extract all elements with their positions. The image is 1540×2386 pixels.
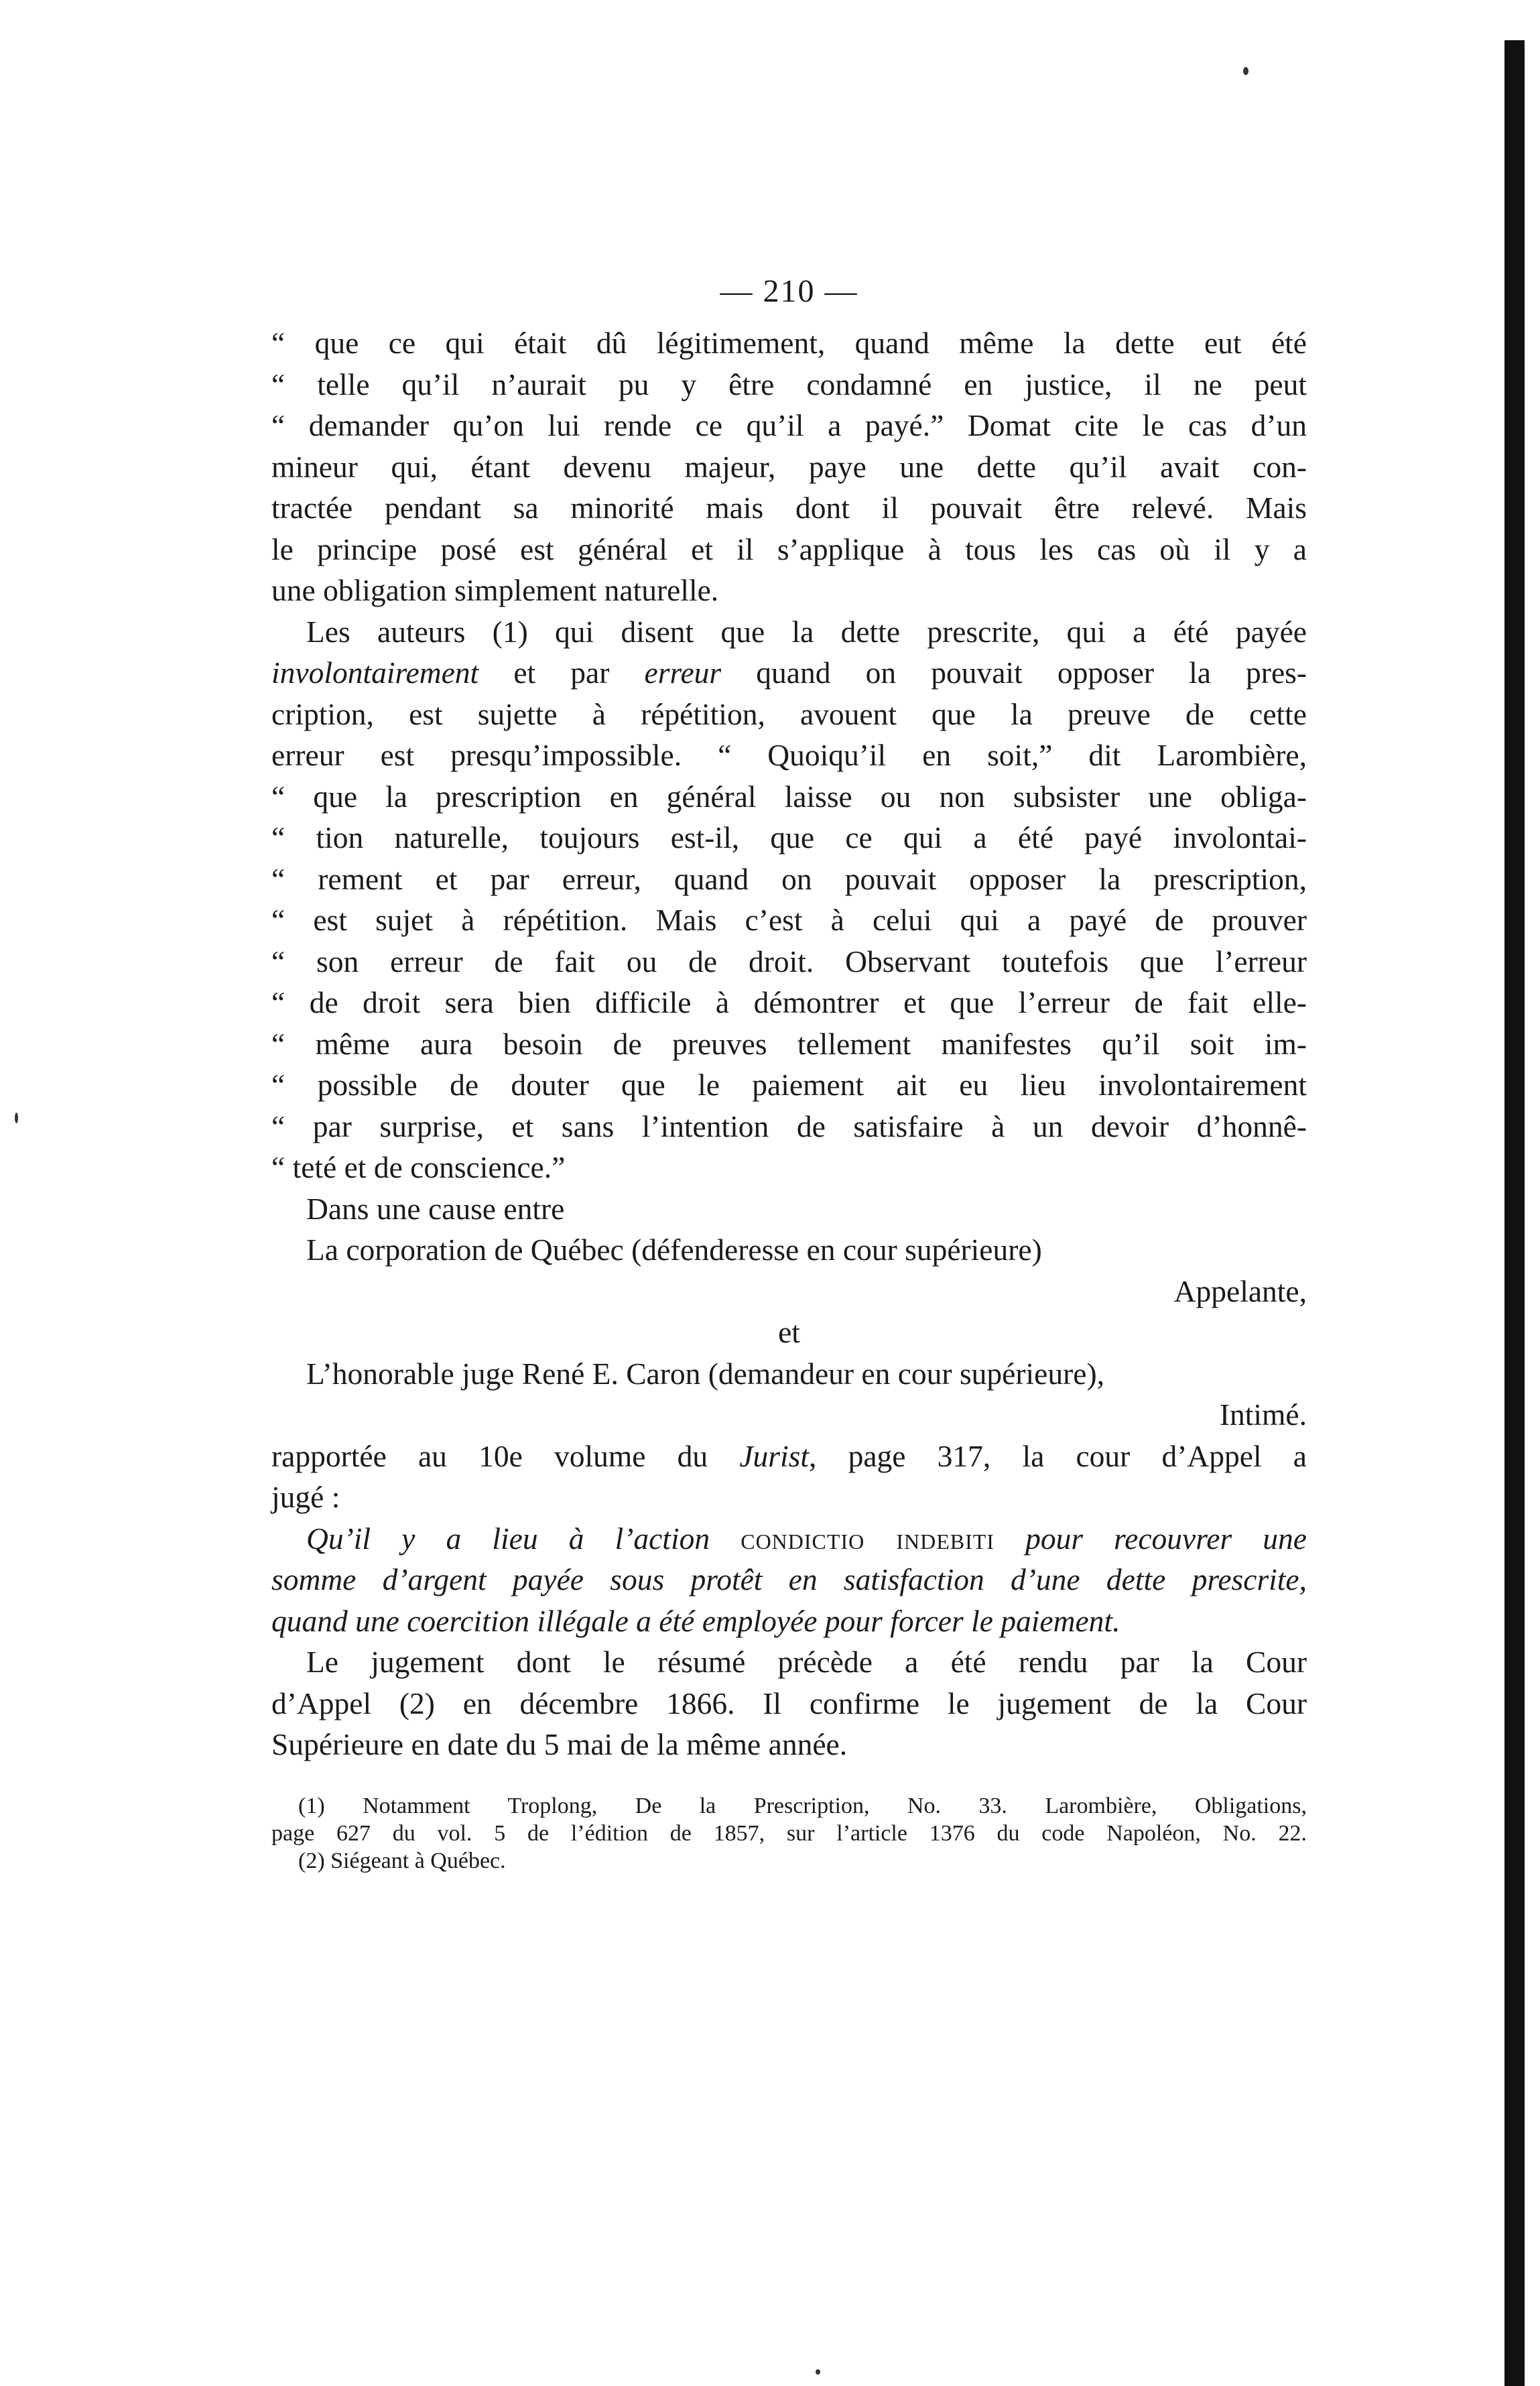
text-line: “ même aura besoin de preuves tellement manifestes qu’il soit im- <box>271 1026 1307 1061</box>
party-role: Appelante, <box>1173 1273 1307 1308</box>
scan-edge-bar <box>1504 40 1525 2386</box>
text-line: “ est sujet à répétition. Mais c’est à celui qui a payé de prouver <box>271 903 1307 937</box>
text-line: jugé : <box>271 1480 340 1514</box>
text-line <box>271 1436 1307 1477</box>
footnotes <box>271 1792 1307 1875</box>
text-line: “ par surprise, et sans l’intention de satisfaire à un devoir d’honnê- <box>271 1109 1307 1143</box>
text-line: “ que la prescription en général laisse ou non subsister une obliga- <box>271 779 1307 814</box>
text-line: Le jugement dont le résumé précède a été rendu par la Cour <box>306 1645 1307 1679</box>
text-span: et par <box>478 655 645 690</box>
scan-speck <box>816 2369 820 2375</box>
text-line: “ de droit sera bien difficile à démontrer et que l’erreur de fait elle- <box>271 985 1307 1019</box>
text-line: et <box>778 1315 800 1349</box>
text-line: mineur qui, étant devenu majeur, paye une dette qu’il avait con- <box>271 449 1307 484</box>
document-page <box>271 271 1307 1875</box>
text-line: une obligation simplement naturelle. <box>271 573 719 607</box>
footnote-1-cont: page 627 du vol. 5 de l’édition de 1857, sur l’article 1376 du code Napoléon, No. 22. <box>271 1820 1307 1846</box>
text-line: “ telle qu’il n’aurait pu y être condamné en justice, il ne peut <box>271 367 1307 401</box>
text-line: “ teté et de conscience.” <box>271 1150 566 1184</box>
text-line: tractée pendant sa minorité mais dont il pouvait être relevé. Mais <box>271 491 1307 525</box>
text-line: cription, est sujette à répétition, avouent que la preuve de cette <box>271 696 1307 731</box>
scan-speck <box>1243 67 1248 75</box>
footnote-2: (2) Siégeant à Québec. <box>298 1848 506 1873</box>
text-span: Qu’il y a lieu à l’action <box>306 1521 741 1556</box>
party-respondent: L’honorable juge René E. Caron (demandeur en cour supérieure), <box>306 1356 1104 1391</box>
italic-word: Jurist <box>739 1438 809 1473</box>
text-line: “ tion naturelle, toujours est-il, que ce qui a été payé involontai- <box>271 820 1307 855</box>
text-span: pour recouvrer une <box>994 1521 1307 1556</box>
text-line: “ que ce qui était dû légitimement, quand même la dette eut été <box>271 326 1307 360</box>
scan-speck <box>15 1113 18 1123</box>
page-number: — 210 — <box>720 273 858 309</box>
text-line: erreur est presqu’impossible. “ Quoiqu’il en soit,” dit Larombière, <box>271 738 1307 772</box>
text-line: d’Appel (2) en décembre 1866. Il confirme le jugement de la Cour <box>271 1686 1307 1720</box>
holding-line: somme d’argent payée sous protêt en satisfaction d’une dette prescrite, <box>271 1562 1307 1596</box>
text-line: “ possible de douter que le paiement ait eu lieu involontairement <box>271 1068 1307 1102</box>
text-line: Dans une cause entre <box>306 1191 565 1226</box>
body-text <box>271 322 1307 1765</box>
text-span: rapportée au 10e volume du <box>271 1438 740 1473</box>
party-appellant: La corporation de Québec (défenderesse en cour supérieure) <box>306 1233 1042 1267</box>
text-line: Supérieure en date du 5 mai de la même année. <box>271 1727 848 1761</box>
small-caps-term: condictio indebiti <box>741 1521 994 1556</box>
italic-word: erreur <box>644 655 722 690</box>
footnote-1: (1) Notamment Troplong, De la Prescription, No. 33. Larombière, Obligations, <box>298 1793 1307 1818</box>
text-line: “ rement et par erreur, quand on pouvait opposer la prescription, <box>271 861 1307 896</box>
text-span: , page 317, la cour d’Appel a <box>809 1438 1307 1473</box>
text-line <box>271 652 1307 694</box>
italic-word: involontairement <box>271 655 479 690</box>
text-line: “ son erreur de fait ou de droit. Observant toutefois que l’erreur <box>271 944 1307 979</box>
holding-line: quand une coercition illégale a été employée pour forcer le paiement. <box>271 1603 1120 1638</box>
holding-line <box>271 1518 1307 1560</box>
text-line: Les auteurs (1) qui disent que la dette prescrite, qui a été payée <box>306 614 1307 649</box>
text-line: “ demander qu’on lui rende ce qu’il a payé.” Domat cite le cas d’un <box>271 408 1307 442</box>
text-span: quand on pouvait opposer la pres- <box>721 655 1307 690</box>
party-role: Intimé. <box>1219 1397 1307 1432</box>
text-line: le principe posé est général et il s’applique à tous les cas où il y a <box>271 531 1307 566</box>
